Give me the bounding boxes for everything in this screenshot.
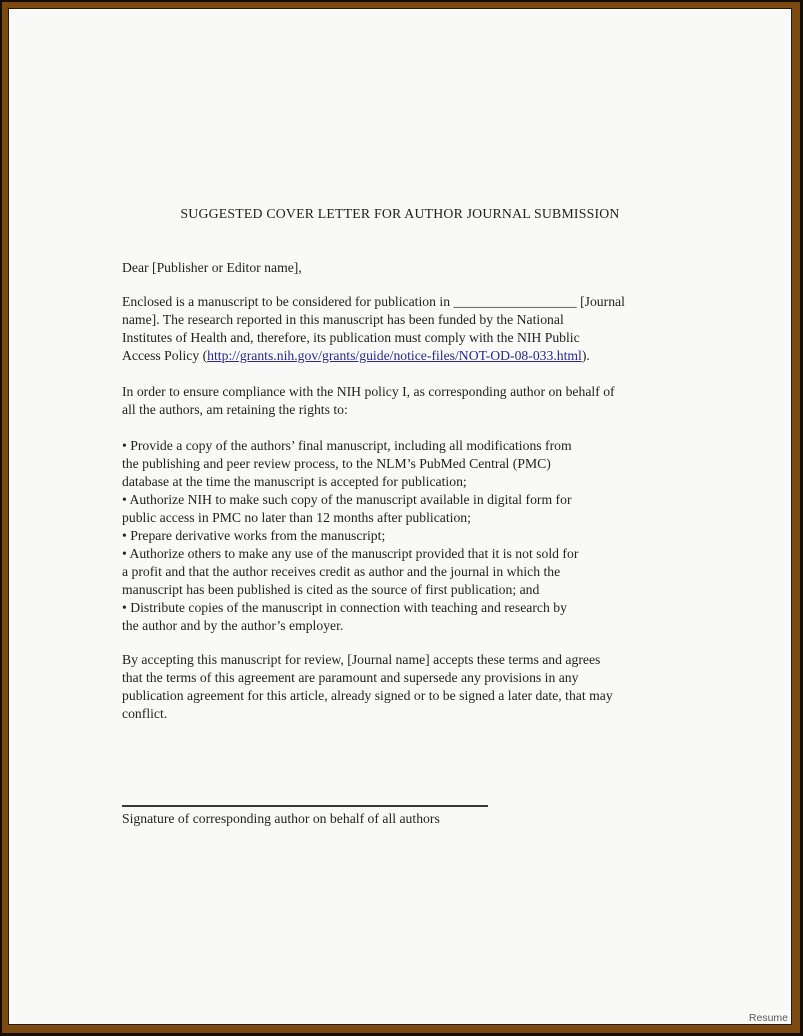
text-line: that the terms of this agreement are paramount and supersede any provisions in any	[122, 670, 579, 685]
text-line: manuscript has been published is cited as the source of first publication; and	[122, 582, 540, 597]
text-line: conflict.	[122, 706, 168, 721]
paragraph-enclosed-line: Enclosed is a manuscript to be considered for publication in __________________ [Journal	[122, 294, 625, 309]
paragraph-enclosed-line	[122, 347, 722, 365]
text-line: • Provide a copy of the authors’ final manuscript, including all modifications from	[122, 438, 572, 453]
text-line: • Authorize NIH to make such copy of the manuscript available in digital form for	[122, 492, 572, 507]
text-line: database at the time the manuscript is accepted for publication;	[122, 474, 467, 489]
paragraph-compliance	[122, 383, 722, 419]
signature-line	[122, 805, 488, 807]
resume-watermark-link[interactable]: Resume	[748, 1012, 788, 1024]
text-line: In order to ensure compliance with the NIH policy I, as corresponding author on behalf of	[122, 384, 615, 399]
rights-bullet-list	[122, 437, 722, 635]
signature-caption: Signature of corresponding author on behalf of all authors	[122, 811, 440, 826]
link-prefix-text: Access Policy (	[122, 348, 208, 363]
paragraph-enclosed	[122, 293, 722, 365]
nih-policy-link[interactable]: http://grants.nih.gov/grants/guide/notice-files/NOT-OD-08-033.html	[207, 348, 582, 363]
bullet-item-authorize-others	[122, 545, 722, 599]
paragraph-enclosed-line: Institutes of Health and, therefore, its publication must comply with the NIH Public	[122, 330, 580, 345]
text-line: • Prepare derivative works from the manuscript;	[122, 528, 386, 543]
link-suffix-text: ).	[581, 348, 590, 363]
text-line: • Authorize others to make any use of the manuscript provided that it is not sold for	[122, 546, 579, 561]
letter-title: SUGGESTED COVER LETTER FOR AUTHOR JOURNAL SUBMISSION	[180, 206, 620, 221]
text-line: the author and by the author’s employer.	[122, 618, 344, 633]
bullet-item-distribute	[122, 599, 722, 635]
letter-body	[122, 259, 722, 828]
text-line: By accepting this manuscript for review, [Journal name] accepts these terms and agrees	[122, 652, 601, 667]
bullet-item-provide-copy	[122, 437, 722, 491]
text-line: a profit and that the author receives credit as author and the journal in which the	[122, 564, 561, 579]
paragraph-acceptance	[122, 651, 722, 723]
letter-page	[8, 8, 792, 1025]
text-line: the publishing and peer review process, to the NLM’s PubMed Central (PMC)	[122, 456, 551, 471]
salutation: Dear [Publisher or Editor name],	[122, 260, 302, 275]
text-line: publication agreement for this article, already signed or to be signed a later date, that may	[122, 688, 613, 703]
text-line: public access in PMC no later than 12 months after publication;	[122, 510, 471, 525]
bullet-item-derivative-works	[122, 527, 722, 545]
bullet-item-authorize-nih	[122, 491, 722, 527]
text-line: • Distribute copies of the manuscript in connection with teaching and research by	[122, 600, 567, 615]
paragraph-enclosed-line: name]. The research reported in this manuscript has been funded by the National	[122, 312, 564, 327]
text-line: all the authors, am retaining the rights to:	[122, 402, 348, 417]
